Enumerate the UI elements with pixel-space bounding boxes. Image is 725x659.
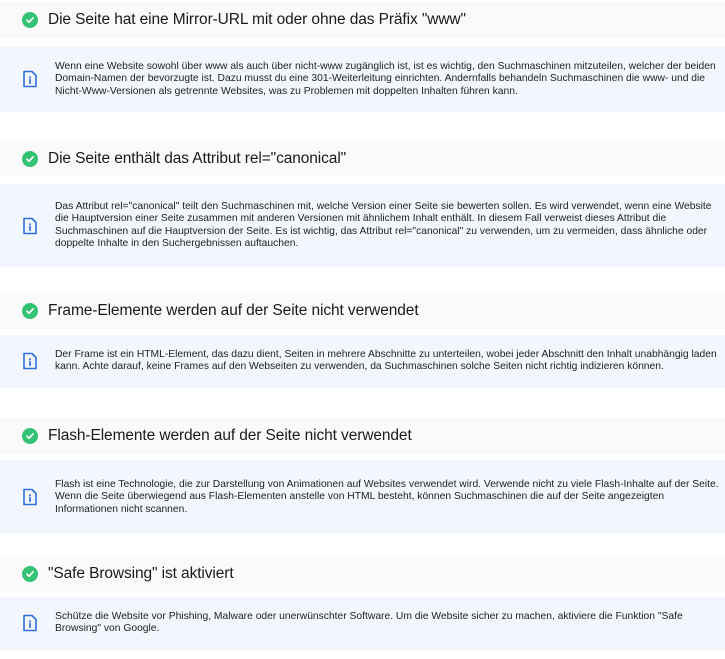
- check-circle-icon: [22, 303, 38, 319]
- description-line: Flash ist eine Technologie, die zur Darstellung von Animationen auf Websites verwendet wird. Verwende nicht zu viele Flash-Inhalte auf der Seite.: [55, 479, 719, 490]
- description-line: Domain-Namen der bevorzugte ist. Dazu musst du eine 301-Weiterleitung einrichten. Andernfalls behandeln Suchmaschinen die www- und die: [55, 73, 706, 85]
- check-circle-icon: [22, 12, 38, 28]
- description-line: kann. Achte darauf, keine Frames auf den Webseiten zu verwenden, da Suchmaschinen solche Seiten nicht richtig indizieren können.: [55, 361, 664, 373]
- check-description: [0, 597, 725, 650]
- info-document-icon: [22, 614, 38, 632]
- description-text: [55, 611, 705, 636]
- description-line: Browsing" von Google.: [55, 623, 160, 635]
- check-circle-icon: [22, 428, 38, 444]
- description-line: Informationen nicht scannen.: [55, 503, 188, 515]
- check-circle-icon: [22, 566, 38, 582]
- info-document-icon: [22, 488, 38, 506]
- check-title: Flash-Elemente werden auf der Seite nicht verwendet: [48, 427, 412, 444]
- check-title: "Safe Browsing" ist aktiviert: [48, 565, 234, 582]
- check-title: Die Seite hat eine Mirror-URL mit oder ohne das Präfix "www": [48, 11, 466, 28]
- info-document-icon: [22, 352, 38, 370]
- check-description: [0, 184, 725, 267]
- check-description: [0, 335, 725, 388]
- check-title: Die Seite enthält das Attribut rel="canonical": [48, 150, 347, 167]
- description-line: doppelte Inhalte in den Suchergebnissen auftauchen.: [55, 237, 299, 249]
- description-line: Suchmaschinen auf die Hauptversion der Seite. Es ist wichtig, das Attribut rel="canonical" zu verwenden, um zu vermeiden, dass ähnliche oder: [55, 225, 708, 237]
- check-header: [0, 293, 725, 329]
- check-description: [0, 460, 725, 534]
- check-title: Frame-Elemente werden auf der Seite nicht verwendet: [48, 302, 419, 319]
- check-header: [0, 2, 725, 38]
- description-text: [55, 479, 719, 516]
- check-header: [0, 556, 725, 592]
- description-text: [55, 61, 716, 98]
- description-text: [55, 349, 717, 374]
- description-text: [55, 201, 712, 250]
- description-line: die Hauptversion einer Seite zusammen mit anderen Versionen mit ähnlichem Inhalt enthält. In diesem Fall verweist dieses Attribut die: [55, 213, 667, 225]
- description-line: Das Attribut rel="canonical" teilt den Suchmaschinen mit, welche Version einer Seite sie bewerten sollen. Es wird verwendet, wenn eine Website: [55, 201, 712, 212]
- check-description: [0, 47, 725, 112]
- check-header: [0, 141, 725, 177]
- description-line: Schütze die Website vor Phishing, Malware oder unerwünschter Software. Um die Website sicher zu machen, aktiviere die Funktion "Safe: [55, 611, 683, 622]
- description-line: Nicht-Www-Versionen als getrennte Websites, was zu Problemen mit doppelten Inhalten führen kann.: [55, 85, 518, 97]
- info-document-icon: [22, 70, 38, 88]
- description-line: Wenn eine Website sowohl über www als auch über nicht-www zugänglich ist, ist es wichtig, den Suchmaschinen mitzuteilen, welcher der beiden: [55, 61, 716, 72]
- description-line: Wenn die Seite überwiegend aus Flash-Elementen anstelle von HTML besteht, können Suchmaschinen die auf der Seite angezeigten: [55, 491, 665, 503]
- info-document-icon: [22, 217, 38, 235]
- check-circle-icon: [22, 151, 38, 167]
- description-line: Der Frame ist ein HTML-Element, das dazu dient, Seiten in mehrere Abschnitte zu unterteilen, wobei jeder Abschnitt den Inhalt unabhängig laden: [55, 349, 717, 360]
- check-header: [0, 418, 725, 454]
